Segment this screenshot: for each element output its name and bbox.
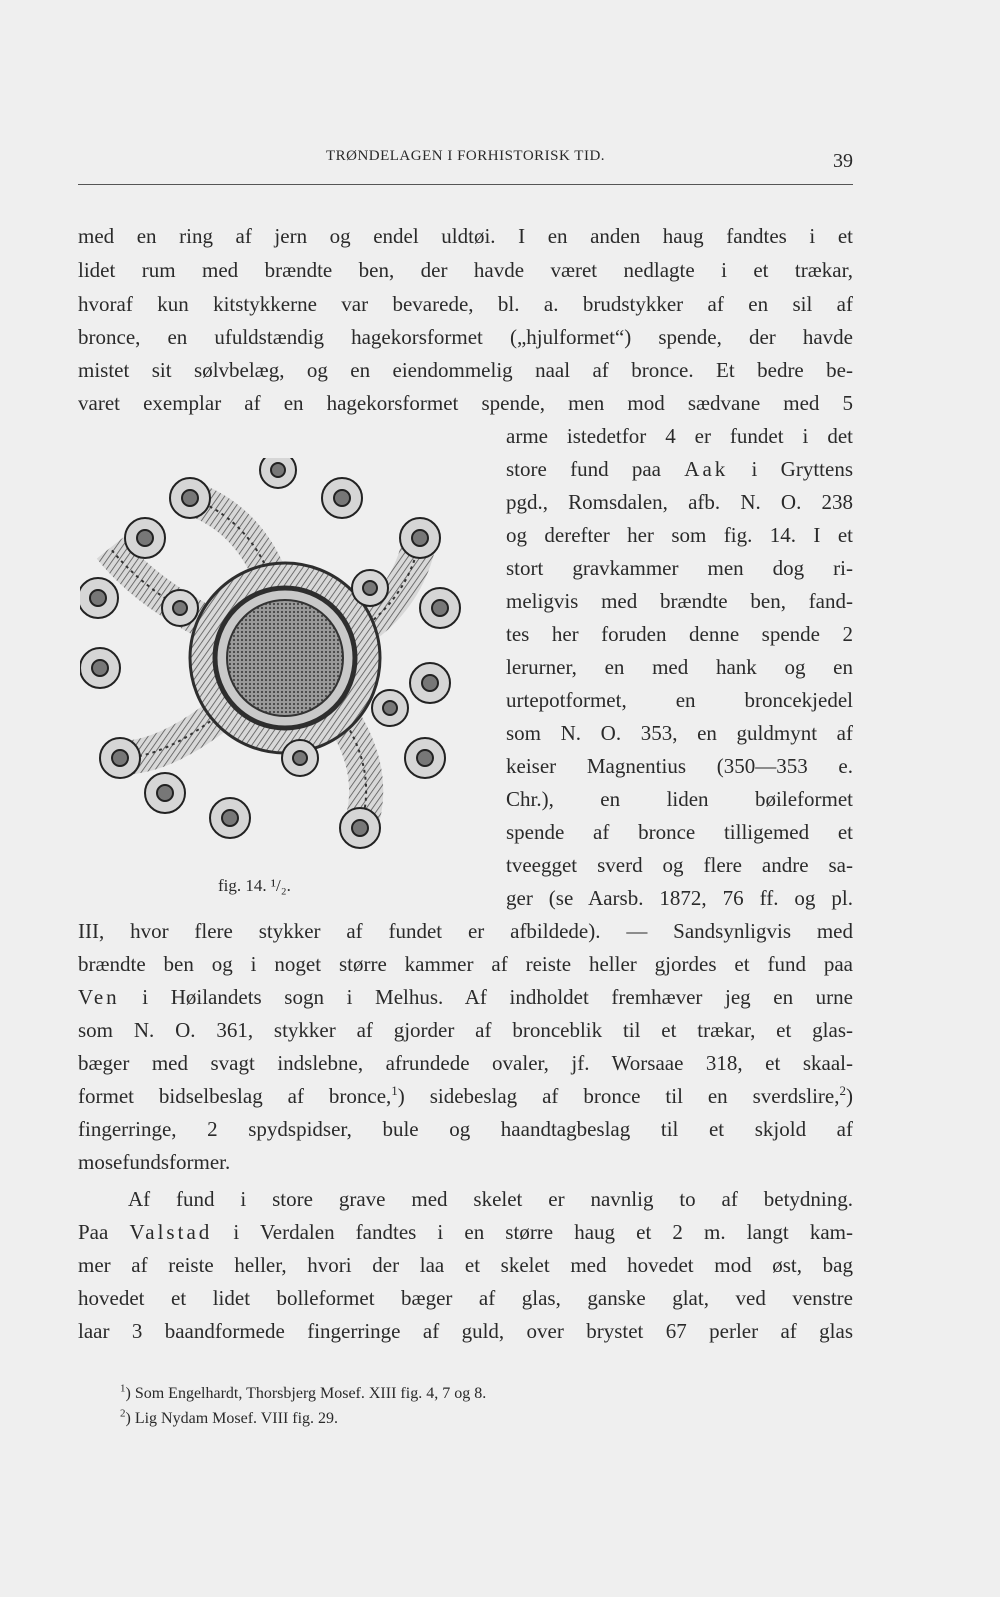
text-line: Chr.), en liden bøileformet (506, 787, 853, 811)
footnote: $^2$) Lig Nydam Mosef. VIII fig. 29. (120, 1407, 339, 1427)
text-line: varet exemplar af en hagekorsformet spende, men mod sædvane med 5 (78, 391, 853, 415)
place-name: Valstad (129, 1220, 213, 1244)
footnote-mark: 1 (120, 1382, 126, 1395)
figure-caption: fig. 14. ¹/₂. (218, 876, 291, 895)
footnote-ref: 2 (839, 1083, 846, 1098)
footnote-mark: 2 (120, 1407, 126, 1420)
text-line: bæger med svagt indslebne, afrundede ovaler, jf. Worsaae 318, et skaal- (78, 1051, 853, 1075)
text-line: som N. O. 353, en guldmynt af (506, 721, 853, 745)
text-line: formet bidselbeslag af bronce,$^1$) sidebeslag af bronce til en sverdslire,$^2$) (78, 1083, 853, 1108)
place-name: Ven (78, 985, 120, 1009)
text-line: hovedet et lidet bolleformet bæger af glas, ganske glat, ved venstre (78, 1286, 853, 1310)
text-line: meligvis med brændte ben, fand- (506, 589, 853, 613)
text-line: pgd., Romsdalen, afb. N. O. 238 (506, 490, 853, 514)
text-line: Paa Valstad i Verdalen fandtes i en større haug et 2 m. langt kam- (78, 1220, 853, 1244)
text-line: III, hvor flere stykker af fundet er afbildede). — Sandsynligvis med (78, 919, 853, 943)
running-title: TRØNDELAGEN I FORHISTORISK TID. (325, 148, 606, 164)
text-line: tveegget sverd og flere andre sa- (506, 853, 853, 877)
page-header (78, 140, 853, 185)
text-line: fingerringe, 2 spydspidser, bule og haandtagbeslag til et skjold af (78, 1117, 853, 1141)
text-line: ger (se Aarsb. 1872, 76 ff. og pl. (506, 886, 853, 910)
footnote: $^1$) Som Engelhardt, Thorsbjerg Mosef. XIII fig. 4, 7 og 8. (120, 1382, 487, 1402)
text-line: med en ring af jern og endel uldtøi. I en anden haug fandtes i et (78, 224, 853, 248)
place-name: Aak (684, 457, 729, 481)
text-line: mistet sit sølvbelæg, og en eiendommelig naal af bronce. Et bedre be- (78, 358, 853, 382)
text-line: brændte ben og i noget større kammer af reiste heller gjordes et fund paa (78, 952, 853, 976)
text-line: store fund paa Aak i Gryttens (506, 457, 853, 481)
text-line: mosefundsformer. (78, 1150, 231, 1174)
brooch-drawing (80, 458, 500, 868)
text-line: lidet rum med brændte ben, der havde været nedlagte i et trækar, (78, 258, 853, 282)
text-line: laar 3 baandformede fingerringe af guld, over brystet 67 perler af glas (78, 1319, 853, 1343)
text-line: keiser Magnentius (350—353 e. (506, 754, 853, 778)
text-line: Ven i Høilandets sogn i Melhus. Af indholdet fremhæver jeg en urne (78, 985, 853, 1009)
footnote-ref: 1 (391, 1083, 398, 1098)
text-line: stort gravkammer men dog ri- (506, 556, 853, 580)
text-line: lerurner, en med hank og en (506, 655, 853, 679)
text-line: og derefter her som fig. 14. I et (506, 523, 853, 547)
text-line: mer af reiste heller, hvori der laa et skelet med hovedet mod øst, bag (78, 1253, 853, 1277)
text-line: tes her foruden denne spende 2 (506, 622, 853, 646)
text-line: spende af bronce tilligemed et (506, 820, 853, 844)
text-line: som N. O. 361, stykker af gjorder af bronceblik til et trækar, et glas- (78, 1018, 853, 1042)
page-number: 39 (833, 150, 853, 172)
text-line: urtepotformet, en broncekjedel (506, 688, 853, 712)
text-line: hvoraf kun kitstykkerne var bevarede, bl. a. brudstykker af en sil af (78, 292, 853, 316)
brooch-illustration (80, 458, 500, 868)
text-line: bronce, en ufuldstændig hagekorsformet („hjulformet“) spende, der havde (78, 325, 853, 349)
text-line: arme istedetfor 4 er fundet i det (506, 424, 853, 448)
text-line: Af fund i store grave med skelet er navnlig to af betydning. (128, 1187, 853, 1211)
